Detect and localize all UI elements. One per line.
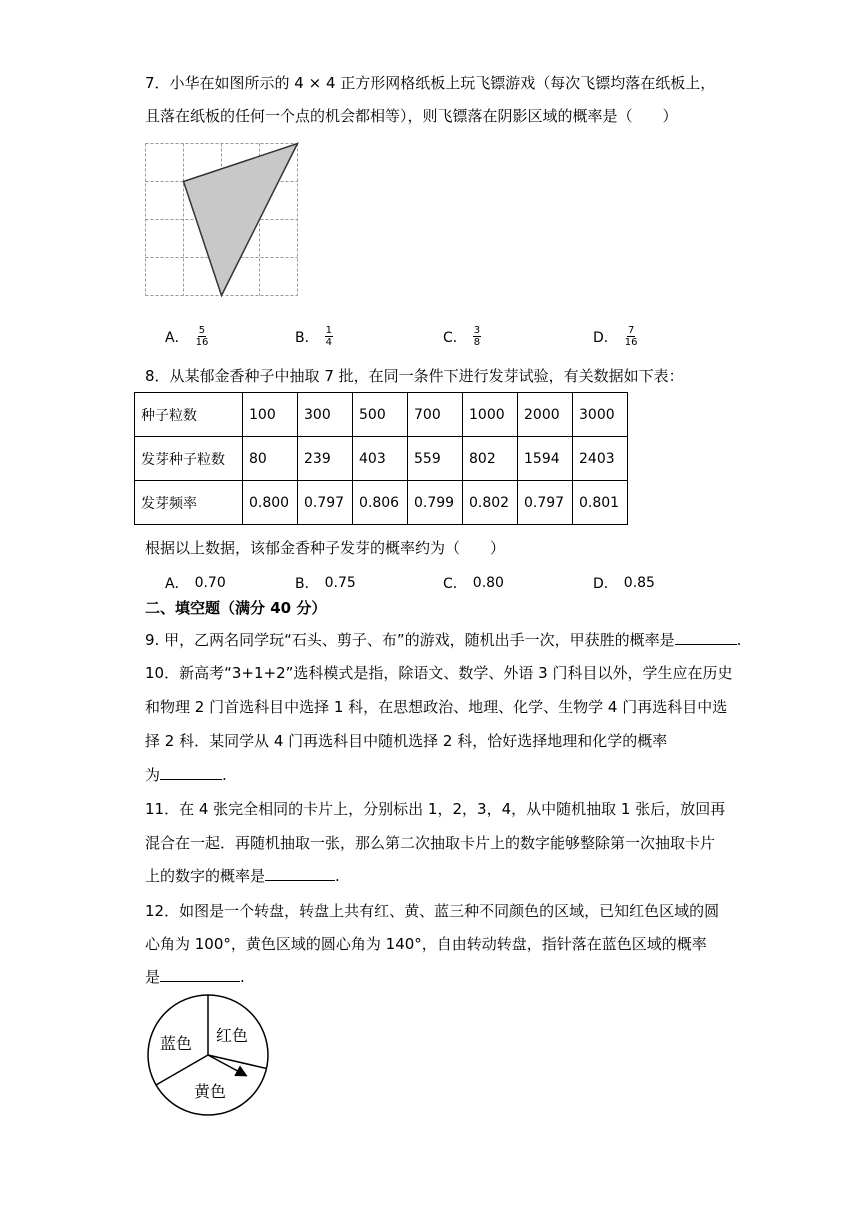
row-header: 发芽频率: [135, 481, 243, 525]
table-cell: 802: [463, 437, 518, 481]
option-letter: A．: [165, 576, 189, 592]
q7-grid-figure: [145, 143, 301, 299]
table-row: [135, 481, 628, 525]
label-red: 红色: [216, 1026, 249, 1045]
label-blue: 蓝色: [160, 1034, 193, 1053]
shaded-triangle: [184, 144, 298, 296]
q12-line1: 12．如图是一个转盘，转盘上共有红、黄、蓝三种不同颜色的区域，已知红色区域的圆: [145, 902, 720, 920]
section-title: 二、填空题（满分 40 分）: [145, 599, 327, 617]
q7-line1: 7．小华在如图所示的 4 × 4 正方形网格纸板上玩飞镖游戏（每次飞镖均落在纸板上，: [145, 74, 716, 92]
table-cell: 1594: [518, 437, 573, 481]
table-cell: 0.799: [408, 481, 463, 525]
q10-line3: 择 2 科．某同学从 4 门再选科目中随机选择 2 科，恰好选择地理和化学的概率: [145, 732, 668, 750]
table-cell: 0.800: [243, 481, 298, 525]
table-cell: 80: [243, 437, 298, 481]
q7-option-d[interactable]: [593, 325, 639, 348]
spinner-figure: [146, 993, 270, 1117]
table-cell: 100: [243, 393, 298, 437]
table-cell: 300: [298, 393, 353, 437]
table-cell: 1000: [463, 393, 518, 437]
q11-line3: 上的数字的概率是 .: [145, 867, 340, 885]
answer-blank[interactable]: [265, 866, 335, 881]
q12-line2: 心角为 100°，黄色区域的圆心角为 140°，自由转动转盘，指针落在蓝色区域的概率: [145, 935, 707, 953]
q9-line: 9. 甲，乙两名同学玩“石头、剪子、布”的游戏，随机出手一次，甲获胜的概率是 .: [145, 631, 742, 649]
option-text: 0.75: [324, 575, 356, 591]
row-header: 种子粒数: [135, 393, 243, 437]
table-cell: 3000: [573, 393, 628, 437]
q7-option-a[interactable]: [165, 325, 209, 348]
q10-line4: 为 .: [145, 766, 227, 784]
q8-option-b[interactable]: [295, 573, 356, 593]
answer-blank[interactable]: [675, 630, 737, 645]
answer-blank[interactable]: [160, 967, 240, 982]
row-header: 发芽种子粒数: [135, 437, 243, 481]
option-letter: D．: [593, 329, 618, 346]
q11-line1: 11．在 4 张完全相同的卡片上，分别标出 1，2，3，4，从中随机抽取 1 张后，放回再: [145, 800, 726, 818]
table-cell: 559: [408, 437, 463, 481]
table-cell: 500: [353, 393, 408, 437]
option-letter: C．: [443, 576, 467, 592]
option-text: 0.80: [472, 575, 504, 591]
fraction: $\frac{1}{4}$: [325, 325, 332, 348]
germination-table: [134, 392, 628, 525]
label-yellow: 黄色: [194, 1082, 227, 1101]
table-cell: 0.801: [573, 481, 628, 525]
option-letter: B．: [295, 329, 319, 346]
q8-option-c[interactable]: [443, 573, 504, 593]
table-cell: 0.797: [518, 481, 573, 525]
option-text: 0.85: [623, 575, 655, 591]
option-letter: C．: [443, 329, 467, 346]
q9-text: 9. 甲，乙两名同学玩“石头、剪子、布”的游戏，随机出手一次，甲获胜的概率是: [145, 631, 675, 649]
fraction: $\frac{5}{16}$: [195, 325, 209, 348]
table-cell: 2403: [573, 437, 628, 481]
table-cell: 2000: [518, 393, 573, 437]
q7-option-c[interactable]: [443, 325, 481, 348]
table-cell: 403: [353, 437, 408, 481]
option-letter: B．: [295, 576, 319, 592]
table-cell: 0.806: [353, 481, 408, 525]
q8-question: 根据以上数据，该郁金香种子发芽的概率约为（ ）: [145, 539, 506, 557]
fraction: $\frac{3}{8}$: [473, 325, 481, 348]
q10-line2: 和物理 2 门首选科目中选择 1 科，在思想政治、地理、化学、生物学 4 门再选科目中选: [145, 698, 728, 716]
answer-blank[interactable]: [160, 765, 222, 780]
q8-option-a[interactable]: [165, 573, 226, 593]
q12-line3: 是 .: [145, 968, 245, 986]
table-row: [135, 437, 628, 481]
table-cell: 239: [298, 437, 353, 481]
q7-line2: 且落在纸板的任何一个点的机会都相等），则飞镖落在阴影区域的概率是（ ）: [145, 107, 678, 125]
q8-intro: 8．从某郁金香种子中抽取 7 批，在同一条件下进行发芽试验，有关数据如下表：: [145, 367, 684, 385]
q10-line1: 10．新高考“3+1+2”选科模式是指，除语文、数学、外语 3 门科目以外，学生应在历史: [145, 664, 733, 682]
table-cell: 0.797: [298, 481, 353, 525]
q7-option-b[interactable]: [295, 325, 333, 348]
q11-line2: 混合在一起．再随机抽取一张，那么第二次抽取卡片上的数字能够整除第一次抽取卡片: [145, 834, 716, 852]
q8-option-d[interactable]: [593, 573, 655, 593]
table-cell: 700: [408, 393, 463, 437]
option-letter: A．: [165, 329, 189, 346]
table-row: [135, 393, 628, 437]
option-text: 0.70: [194, 575, 226, 591]
option-letter: D．: [593, 576, 618, 592]
table-cell: 0.802: [463, 481, 518, 525]
fraction: $\frac{7}{16}$: [624, 325, 638, 348]
